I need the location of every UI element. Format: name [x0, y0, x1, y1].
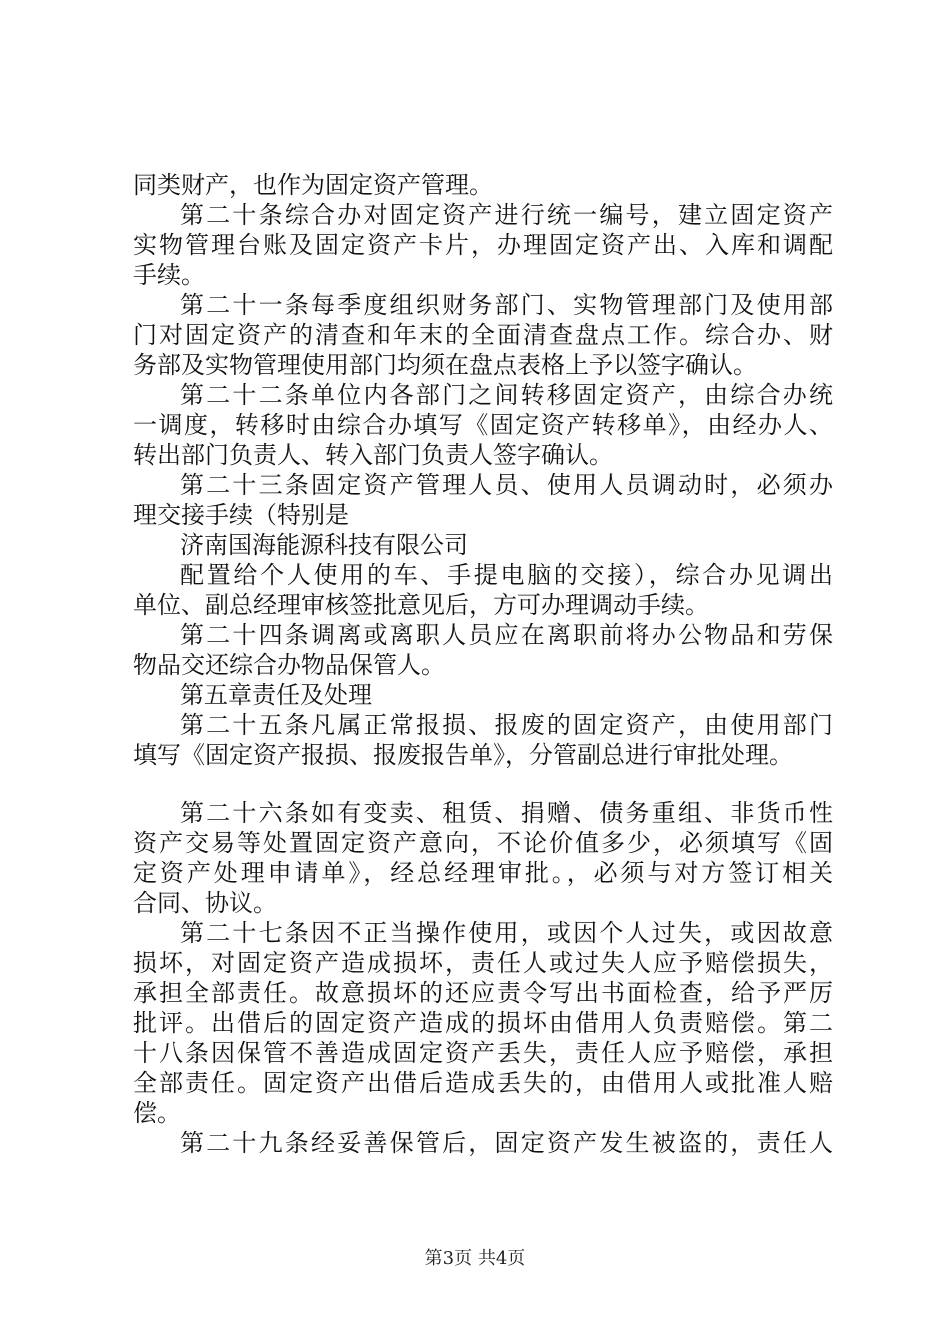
text-line: 配置给个人使用的车、手提电脑的交接），综合办见调出	[180, 561, 833, 589]
text-line: 实物管理台账及固定资产卡片，办理固定资产出、入库和调配	[133, 231, 833, 259]
page-number: 第3页 共4页	[424, 1248, 526, 1269]
text-line: 转出部门负责人、转入部门负责人签字确认。	[133, 441, 613, 469]
text-line: 批评。出借后的固定资产造成的损坏由借用人负责赔偿。第二	[133, 1009, 833, 1037]
chapter-heading: 第五章责任及处理	[180, 681, 372, 709]
text-line: 十八条因保管不善造成固定资产丢失，责任人应予赔偿，承担	[133, 1039, 833, 1067]
text-line: 第二十一条每季度组织财务部门、实物管理部门及使用部	[180, 291, 833, 319]
text-line: 第二十七条因不正当操作使用，或因个人过失，或因故意	[180, 919, 833, 947]
document-body	[133, 170, 833, 1158]
text-line: 第二十二条单位内各部门之间转移固定资产，由综合办统	[180, 381, 833, 409]
text-line: 第二十三条固定资产管理人员、使用人员调动时，必须办	[180, 471, 833, 499]
text-line: 全部责任。固定资产出借后造成丢失的，由借用人或批准人赔	[133, 1069, 833, 1097]
text-line: 一调度，转移时由综合办填写《固定资产转移单》，由经办人、	[133, 411, 833, 439]
text-line: 手续。	[133, 261, 205, 289]
text-line: 填写《固定资产报损、报废报告单》，分管副总进行审批处理。	[133, 741, 793, 769]
text-line: 第二十六条如有变卖、租赁、捐赠、债务重组、非货币性	[180, 799, 833, 827]
text-line: 门对固定资产的清查和年末的全面清查盘点工作。综合办、财	[133, 321, 833, 349]
blank-line	[133, 770, 833, 798]
text-line: 损坏，对固定资产造成损坏，责任人或过失人应予赔偿损失，	[133, 949, 833, 977]
text-line: 第二十条综合办对固定资产进行统一编号，建立固定资产	[180, 201, 833, 229]
text-line: 第二十五条凡属正常报损、报废的固定资产，由使用部门	[180, 711, 833, 739]
text-line: 理交接手续（特别是	[133, 501, 349, 529]
text-line: 单位、副总经理审核签批意见后，方可办理调动手续。	[133, 591, 709, 619]
page-footer	[0, 1244, 950, 1270]
text-line: 务部及实物管理使用部门均须在盘点表格上予以签字确认。	[133, 351, 757, 379]
text-line: 同类财产，也作为固定资产管理。	[133, 171, 493, 199]
text-line: 物品交还综合办物品保管人。	[133, 651, 445, 679]
text-line: 资产交易等处置固定资产意向，不论价值多少，必须填写《固	[133, 829, 833, 857]
company-name: 济南国海能源科技有限公司	[180, 531, 468, 559]
text-line: 偿。	[133, 1099, 181, 1127]
text-line: 第二十九条经妥善保管后，固定资产发生被盗的，责任人	[180, 1129, 833, 1157]
text-line: 承担全部责任。故意损坏的还应责令写出书面检查，给予严厉	[133, 979, 833, 1007]
text-line: 定资产处理申请单》，经总经理审批。，必须与对方签订相关	[133, 859, 833, 887]
text-line: 第二十四条调离或离职人员应在离职前将办公物品和劳保	[180, 621, 833, 649]
text-line: 合同、协议。	[133, 889, 277, 917]
